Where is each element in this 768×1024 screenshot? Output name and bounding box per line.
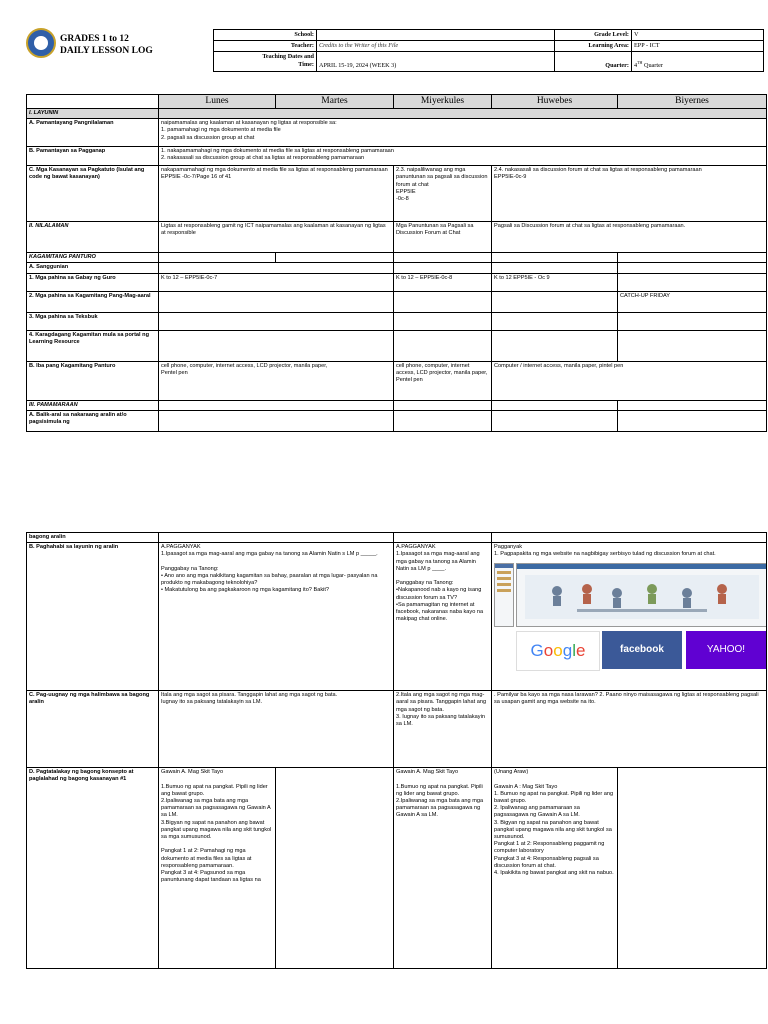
pagganap-text: 1. nakapamamahagi ng mga dokumento at media file sa ligtas at responsableng pamamaraan 2. nakasasali sa discussion group at chat sa ligtas at responsableng pamamaraan [159, 147, 767, 166]
bagong-aralin-miyerkules [394, 533, 492, 543]
teacher-label: Teacher: [214, 41, 317, 52]
dates-value: APRIL 15-19, 2024 (WEEK 3) [317, 52, 555, 72]
mag-aaral-label: 2. Mga pahina sa Kagamitang Pang-Mag-aaral [27, 291, 159, 312]
karagdagang-lunes [159, 330, 394, 361]
balik-aral-lunes [159, 410, 394, 431]
google-logo-text: Google [530, 641, 586, 660]
sanggunian-label: A. Sanggunian [27, 263, 159, 273]
lesson-log-table [26, 94, 767, 432]
day-header-lunes: Lunes [159, 95, 276, 109]
grade-value: V [632, 30, 764, 41]
gabay-label: 1. Mga pahina sa Gabay ng Guro [27, 273, 159, 291]
day-header-biyernes: Biyernes [618, 95, 767, 109]
lesson-log-table-continued [26, 532, 767, 969]
pagtatalakay-miyerkules: Gawain A. Mag Skit Tayo 1.Bumuo ng apat na pangkat. Pipili ng lider ang bawat grupo. 2.Ipaliwanag sa mga bata ang mga pamamaraan sa pagsasagawa ng Gawain A sa LM. [394, 768, 492, 969]
dates-label-line2: Time: [298, 61, 314, 68]
karagdagang-miyerkules [394, 330, 492, 361]
dates-label-line1: Teaching Dates and [262, 53, 314, 60]
form-title [60, 33, 153, 57]
bagong-aralin-huwebes [492, 533, 767, 543]
pagtatalakay-huwebes: (Unang Araw) Gawain A : Mag Skit Tayo 1. Bumuo ng apat na pangkat. Pipili ng lider ang bawat grupo. 2. Ipaliwanag ang pamamaraan sa pagsasagawa ng Gawain A sa LM. 3. Bigyan ng sapat na panahon ang bawat pangkat upang magawa nila ang skit tungkol sa sumusunod. Pangkat 1 at 2: Responsableng paggamit ng computer laboratory Pangkat 3 at 4: Responsableng pagsali sa discussion forum at chat. 4. Ipakikita ng bawat pangkat ang skit na nabuo. [492, 768, 618, 969]
kagamitang-cell-2 [276, 253, 394, 263]
section-layunin-fill [159, 109, 767, 119]
day-header-miyerkules: Miyerkules [394, 95, 492, 109]
pag-uugnay-lunes: Itala ang mga sagot sa pisara. Tanggapin lahat ang mga sagot ng bata. Iugnay ito sa paksang tatalakayin sa LM. [159, 691, 394, 768]
paghahabi-huwebes [492, 543, 767, 691]
kagamitang-cell-3 [394, 253, 492, 263]
corner-cell [27, 95, 159, 109]
bagong-aralin-label: bagong aralin [27, 533, 159, 543]
karagdagang-label: 4. Karagdagang Kagamitan mula sa portal ng Learning Resource [27, 330, 159, 361]
day-header-huwebes: Huwebes [492, 95, 618, 109]
mag-aaral-miyerkules [394, 291, 492, 312]
website-screenshot-forum [516, 563, 767, 627]
paghahabi-lunes: A.PAGGANYAK 1.Ipasagot sa mga mag-aaral ang mga gabay na tanong sa Alamin Natin s LM p _____. Panggabay na Tanong: • Ano ano ang mga nakikitang kagamitan sa bahay, paaralan at mga lugar- pasyalan na produkto ng makabagong teknolohiya? • Makatutulong ba ang pagkakaroon ng mga kagamitang ito? Bakit? [159, 543, 394, 691]
section-pamamaraan: III. PAMAMARAAN [27, 400, 159, 410]
balik-aral-biyernes [618, 410, 767, 431]
teacher-value: Credits to the Writer of this File [317, 41, 555, 52]
iba-huwebes: Computer / internet access, manila paper, pintel pen [492, 361, 767, 400]
pamamaraan-lunes [159, 400, 394, 410]
teksbuk-lunes [159, 312, 394, 330]
google-logo [516, 631, 600, 671]
deped-seal-icon [26, 28, 56, 58]
iba-miyerkules: cell phone, computer, internet access, LCD projector, manila paper, Pentel pen [394, 361, 492, 400]
pagtatalakay-martes [276, 768, 394, 969]
teksbuk-label: 3. Mga pahina sa Teksbuk [27, 312, 159, 330]
catch-up-friday: CATCH-UP FRIDAY [618, 291, 767, 312]
website-screenshot-left [494, 563, 514, 627]
paghahabi-huwebes-text: Pagganyak 1. Pagpapakita ng mga website na nagbibigay serbisyo tulad ng discussion forum at chat. [494, 544, 716, 558]
pag-uugnay-miyerkules: 2.Itala ang mga sagot ng mga mag- aaral sa pisara. Tanggapin lahat ang mga sagot ng bata. 3. Iugnay ito sa paksang tatalakayin sa LM. [394, 691, 492, 768]
school-value [317, 30, 555, 41]
section-kagamitang: KAGAMITANG PANTURO [27, 253, 159, 263]
forum-illustration-icon [517, 569, 767, 625]
section-layunin: I. LAYUNIN [27, 109, 159, 119]
area-label: Learning Area: [555, 41, 632, 52]
karagdagang-biyernes [618, 330, 767, 361]
pamamaraan-biyernes [618, 400, 767, 410]
school-label: School: [214, 30, 317, 41]
mag-aaral-huwebes [492, 291, 618, 312]
pagkatuto-lunes: nakapamamahagi ng mga dokumento at media file sa ligtas at responsableng pamamaraan EPP5IE -0c-7/Page 16 of 41 [159, 166, 394, 222]
deped-logo [26, 28, 56, 58]
pag-uugnay-huwebes: . Pamilyar ba kayo sa mga nasa larawan? 2. Paano ninyo maisasagawa ng ligtas at responsableng pagsali sa usapan gamit ang mga website na ito. [492, 691, 767, 768]
sanggunian-huwebes [492, 263, 618, 273]
pamantayang-text: naipamamalas ang kaalaman at kasanayan ng ligtas at responsible sa: 1. pamamahagi ng mga dokumento at media file 2. pagsali sa discussion group at chat [159, 119, 767, 147]
gabay-biyernes [618, 273, 767, 291]
nilalaman-huwebes: Pagsali sa Discussion forum at chat sa ligtas at responsableng pamamaraan. [492, 222, 767, 253]
teksbuk-huwebes [492, 312, 618, 330]
quarter-label: Quarter: [555, 52, 632, 72]
form-title-line1: GRADES 1 to 12 [60, 34, 129, 44]
website-collage [494, 563, 764, 673]
sanggunian-lunes [159, 263, 394, 273]
sanggunian-miyerkules [394, 263, 492, 273]
kagamitang-cell-4 [492, 253, 618, 263]
pagkatuto-huwebes: 2.4. nakasasali sa discussion forum at chat sa ligtas at responsableng pamamaraan EPP5IE-0c-9 [492, 166, 767, 222]
pagganap-label: B. Pamantayan sa Pagganap [27, 147, 159, 166]
pamamaraan-miyerkules [394, 400, 492, 410]
iba-lunes: cell phone, computer, internet access, LCD projector, manila paper, Pentel pen [159, 361, 394, 400]
facebook-logo: facebook [602, 631, 682, 669]
pagtatalakay-biyernes [618, 768, 767, 969]
paghahabi-label: B. Paghahabi sa layunin ng aralin [27, 543, 159, 691]
gabay-lunes: K to 12 – EPP5IE-0c-7 [159, 273, 394, 291]
iba-label: B. Iba pang Kagamitang Panturo [27, 361, 159, 400]
form-title-line2: DAILY LESSON LOG [60, 46, 153, 56]
balik-aral-label: A. Balik-aral sa nakaraang aralin at/o pagsisimula ng [27, 410, 159, 431]
quarter-suffix: TH [637, 59, 643, 65]
quarter-word: Quarter [642, 62, 663, 69]
paghahabi-miyerkules: A.PAGGANYAK 1.Ipasagot sa mga mag-aaral ang mga gabay na tanong sa Alamin Natin sa LM p ____. Panggabay na Tanong: •Nakapanood nab a kayo ng isang discussion forum sa TV? •Sa pamamagitan ng internet at facebook, nakaranas naba kayo na makipag chat online. [394, 543, 492, 691]
teksbuk-miyerkules [394, 312, 492, 330]
nilalaman-lunes: Ligtas at responsableng gamit ng ICT naipamamalas ang kaalaman at kasanayan ng ligtas at responsible [159, 222, 394, 253]
quarter-number: 4 [634, 62, 638, 69]
karagdagang-huwebes [492, 330, 618, 361]
pag-uugnay-label: C. Pag-uugnay ng mga halimbawa sa bagong aralin [27, 691, 159, 768]
kagamitang-cell-1 [159, 253, 276, 263]
header-table [213, 29, 764, 72]
gabay-miyerkules: K to 12 – EPP5IE-0c-8 [394, 273, 492, 291]
pagkatuto-label: C. Mga Kasanayan sa Pagkatuto (Isulat ang code ng bawat kasanayan) [27, 166, 159, 222]
grade-label: Grade Level: [555, 30, 632, 41]
bagong-aralin-lunes [159, 533, 394, 543]
nilalaman-miyerkules: Mga Panuntunan sa Pagsali sa Discussion Forum at Chat [394, 222, 492, 253]
gabay-huwebes: K to 12 EPP5IE - Oc 9 [492, 273, 618, 291]
balik-aral-huwebes [492, 410, 618, 431]
balik-aral-miyerkules [394, 410, 492, 431]
pagtatalakay-label: D. Pagtatalakay ng bagong konsepto at paglalahad ng bagong kasanayan #1 [27, 768, 159, 969]
dates-label [214, 52, 317, 72]
yahoo-logo: YAHOO! [686, 631, 766, 669]
pamantayang-label: A. Pamantayang Pangnilalaman [27, 119, 159, 147]
pamamaraan-huwebes [492, 400, 618, 410]
kagamitang-cell-5 [618, 253, 767, 263]
pagtatalakay-lunes: Gawain A. Mag Skit Tayo 1.Bumuo ng apat na pangkat. Pipili ng lider ang bawat grupo. 2.Ipaliwanag sa mga bata ang mga pamamaraan sa pagsasagawa ng Gawain A sa LM. 3.Bigyan ng sapat na panahon ang bawat pangkat upang magawa nila ang skit tungkol sa mga sumusunod. Pangkat 1 at 2: Pamahagi ng mga dokumento at media files sa ligtas at responsableng pamamaraan. Pangkat 3 at 4: Pagsunod sa mga panuntunang dapat tandaan sa ligtas na [159, 768, 276, 969]
nilalaman-label: II. NILALAMAN [27, 222, 159, 253]
area-value: EPP - ICT [632, 41, 764, 52]
teksbuk-biyernes [618, 312, 767, 330]
quarter-value [632, 52, 764, 72]
sanggunian-biyernes [618, 263, 767, 273]
day-header-martes: Martes [276, 95, 394, 109]
mag-aaral-lunes [159, 291, 394, 312]
pagkatuto-miyerkules: 2.3. naipaliliwanag ang mga panuntunan sa pagsali sa discussion forum at chat EPP5IE -0c-8 [394, 166, 492, 222]
